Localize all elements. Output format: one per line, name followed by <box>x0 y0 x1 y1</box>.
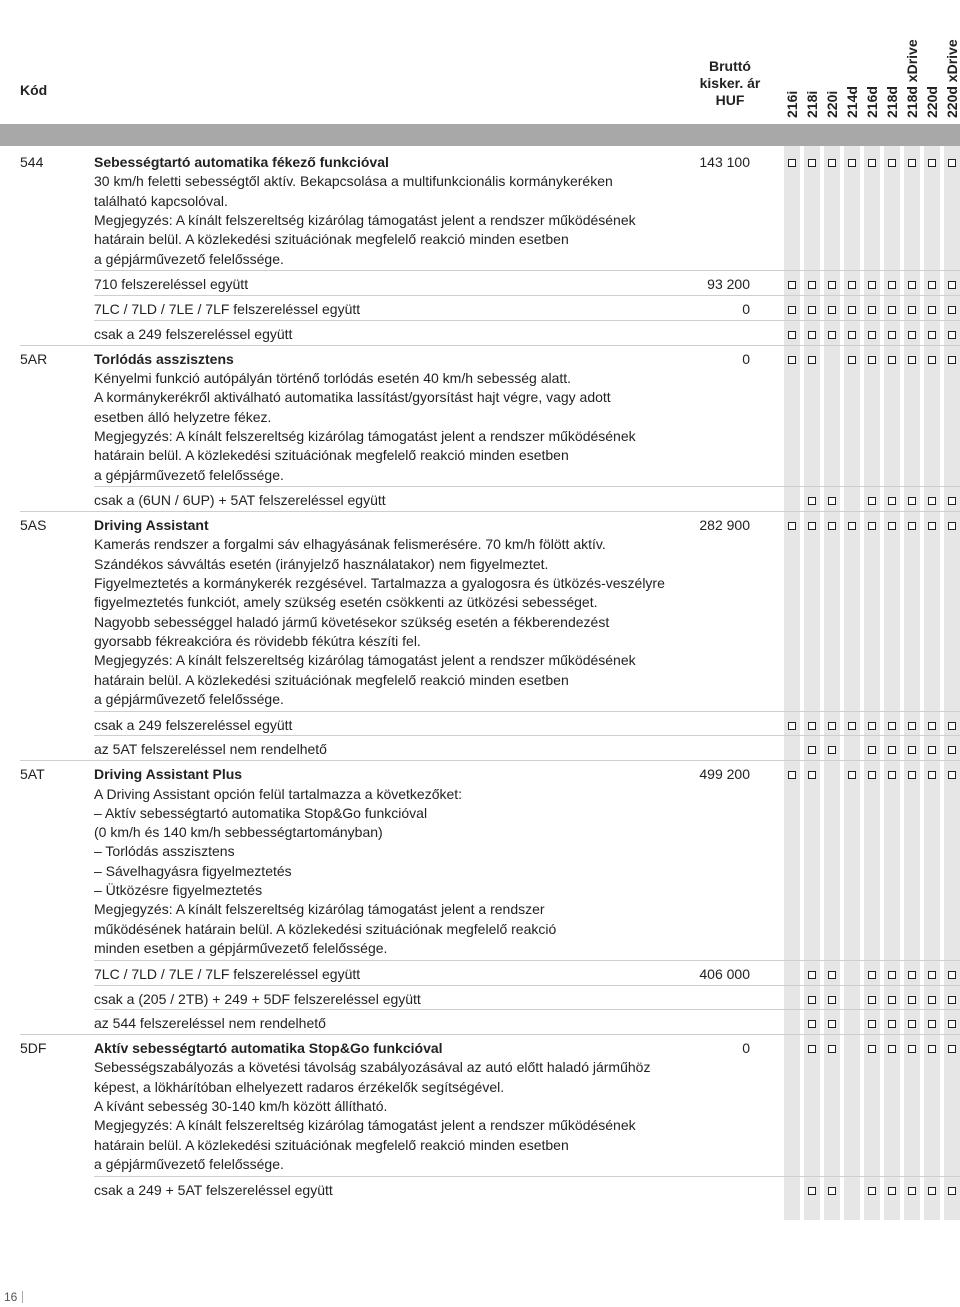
availability-box-icon <box>828 331 836 339</box>
row-divider <box>94 486 960 487</box>
availability-box-icon <box>848 159 856 167</box>
model-header-label: 218d xDrive <box>904 39 920 118</box>
equipment-title: 710 felszereléssel együtt <box>94 276 249 293</box>
equipment-title: Aktív sebességtartó automatika Stop&Go funkcióval <box>94 1040 443 1057</box>
availability-box-icon <box>928 356 936 364</box>
row-divider <box>94 270 960 271</box>
row-divider <box>20 760 960 761</box>
equipment-title: csak a 249 felszereléssel együtt <box>94 325 293 342</box>
model-header-label: 214d <box>844 86 860 118</box>
equipment-description-line: – Aktív sebességtartó automatika Stop&Go funkcióval <box>94 804 428 821</box>
availability-box-icon <box>888 1187 896 1195</box>
availability-box-icon <box>868 497 876 505</box>
model-header-214d <box>842 0 862 120</box>
model-header-220i <box>822 0 842 120</box>
equipment-description-line: Megjegyzés: A kínált felszereltség kizárólag támogatást jelent a rendszer működésének <box>94 211 636 228</box>
row-divider <box>94 985 960 986</box>
equipment-title: csak a 249 + 5AT felszereléssel együtt <box>94 1181 333 1198</box>
availability-box-icon <box>808 281 816 289</box>
equipment-description-line: Megjegyzés: A kínált felszereltség kizárólag támogatást jelent a rendszer <box>94 901 545 918</box>
row-divider <box>20 1034 960 1035</box>
availability-box-icon <box>888 306 896 314</box>
equipment-description-line: a gépjárművezető felelőssége. <box>94 690 284 707</box>
availability-box-icon <box>888 722 896 730</box>
equipment-description-line: Megjegyzés: A kínált felszereltség kizárólag támogatást jelent a rendszer működésének <box>94 1117 636 1134</box>
equipment-description-line: – Ütközésre figyelmeztetés <box>94 882 263 898</box>
availability-box-icon <box>868 1020 876 1028</box>
availability-box-icon <box>868 771 876 779</box>
availability-box-icon <box>868 159 876 167</box>
row-divider <box>94 295 960 296</box>
availability-box-icon <box>908 522 916 530</box>
availability-box-icon <box>888 497 896 505</box>
availability-box-icon <box>908 996 916 1004</box>
equipment-title: csak a 249 felszereléssel együtt <box>94 716 293 733</box>
equipment-description-line: működésének határain belül. A közlekedési szituációnak megfelelő reakció <box>94 920 557 937</box>
equipment-code: 5AR <box>20 350 48 367</box>
availability-box-icon <box>948 497 956 505</box>
availability-box-icon <box>948 159 956 167</box>
availability-box-icon <box>928 281 936 289</box>
availability-box-icon <box>948 746 956 754</box>
availability-box-icon <box>808 1020 816 1028</box>
availability-box-icon <box>808 771 816 779</box>
availability-box-icon <box>848 722 856 730</box>
availability-box-icon <box>948 996 956 1004</box>
row-divider <box>94 1176 960 1177</box>
model-header-label: 220d <box>924 86 940 118</box>
availability-box-icon <box>868 1187 876 1195</box>
availability-box-icon <box>908 1187 916 1195</box>
price-header-line: HUF <box>715 92 745 108</box>
availability-box-icon <box>888 331 896 339</box>
availability-box-icon <box>928 497 936 505</box>
availability-box-icon <box>928 971 936 979</box>
row-divider <box>94 960 960 961</box>
availability-box-icon <box>908 356 916 364</box>
availability-box-icon <box>828 1020 836 1028</box>
availability-box-icon <box>948 1187 956 1195</box>
availability-box-icon <box>928 746 936 754</box>
availability-box-icon <box>808 522 816 530</box>
equipment-description-line: határain belül. A közlekedési szituációnak megfelelő reakció minden esetben <box>94 231 569 248</box>
model-header-220d <box>922 0 942 120</box>
availability-box-icon <box>888 746 896 754</box>
availability-box-icon <box>888 971 896 979</box>
availability-box-icon <box>808 746 816 754</box>
availability-box-icon <box>948 306 956 314</box>
equipment-description-line: a gépjárművezető felelőssége. <box>94 466 284 483</box>
availability-box-icon <box>808 497 816 505</box>
availability-box-icon <box>928 331 936 339</box>
equipment-title: 7LC / 7LD / 7LE / 7LF felszereléssel együtt <box>94 965 361 982</box>
availability-box-icon <box>868 356 876 364</box>
model-header-label: 218d <box>884 86 900 118</box>
equipment-description-line: figyelmeztetés funkciót, amely szükség esetén csökkenti az ütközési sebességet. <box>94 594 598 611</box>
gross-price: 406 000 <box>699 965 750 982</box>
availability-box-icon <box>908 497 916 505</box>
model-header-label: 216i <box>784 90 800 118</box>
gross-price: 93 200 <box>707 276 750 293</box>
availability-box-icon <box>908 746 916 754</box>
availability-box-icon <box>808 1187 816 1195</box>
availability-box-icon <box>948 1045 956 1053</box>
equipment-description-line: képest, a lökhárítóban elhelyezett radaros érzékelők segítségével. <box>94 1078 505 1095</box>
availability-box-icon <box>808 306 816 314</box>
equipment-description-line: Szándékos sávváltás esetén (irányjelző használatakor) nem figyelmeztet. <box>94 555 549 572</box>
availability-box-icon <box>908 1020 916 1028</box>
header-bar <box>0 124 960 146</box>
price-header-line: kisker. ár <box>699 75 761 91</box>
availability-box-icon <box>888 996 896 1004</box>
availability-box-icon <box>868 306 876 314</box>
availability-box-icon <box>848 331 856 339</box>
availability-box-icon <box>908 1045 916 1053</box>
model-header-label: 216d <box>864 86 880 118</box>
availability-box-icon <box>868 746 876 754</box>
availability-box-icon <box>908 159 916 167</box>
availability-box-icon <box>948 356 956 364</box>
model-header-label: 220i <box>824 90 840 118</box>
equipment-description-line: található kapcsolóval. <box>94 192 228 209</box>
gross-price: 143 100 <box>699 154 750 170</box>
availability-box-icon <box>888 281 896 289</box>
availability-box-icon <box>928 722 936 730</box>
availability-box-icon <box>888 356 896 364</box>
availability-box-icon <box>928 306 936 314</box>
availability-box-icon <box>808 356 816 364</box>
availability-box-icon <box>948 331 956 339</box>
availability-box-icon <box>908 771 916 779</box>
equipment-description-line: Nagyobb sebességgel haladó jármű követésekor szükség esetén a fékberendezést <box>94 613 610 630</box>
availability-box-icon <box>788 281 796 289</box>
equipment-title: Sebességtartó automatika fékező funkcióval <box>94 154 389 170</box>
gross-price: 282 900 <box>699 517 750 534</box>
model-header-216d <box>862 0 882 120</box>
equipment-description-line: minden esetben a gépjárművezető felelőssége. <box>94 939 388 956</box>
model-header-label: 218i <box>804 90 820 118</box>
availability-box-icon <box>928 159 936 167</box>
availability-box-icon <box>808 996 816 1004</box>
price-header-line: Bruttó <box>709 58 751 74</box>
equipment-description-line: – Torlódás asszisztens <box>94 843 235 860</box>
row-divider <box>94 1009 960 1010</box>
row-divider <box>94 711 960 712</box>
availability-box-icon <box>888 1045 896 1053</box>
availability-box-icon <box>908 331 916 339</box>
model-header-220d-xDrive <box>942 0 960 120</box>
equipment-description-line: – Sávelhagyásra figyelmeztetés <box>94 862 292 879</box>
code-column-header: Kód <box>20 82 48 98</box>
equipment-title: Driving Assistant Plus <box>94 766 243 783</box>
availability-box-icon <box>828 306 836 314</box>
equipment-title: az 5AT felszereléssel nem rendelhető <box>94 741 327 758</box>
availability-box-icon <box>888 771 896 779</box>
availability-box-icon <box>948 722 956 730</box>
availability-box-icon <box>848 771 856 779</box>
availability-box-icon <box>928 771 936 779</box>
equipment-code: 5AS <box>20 517 47 534</box>
equipment-description-line: a gépjárművezető felelőssége. <box>94 1155 284 1172</box>
equipment-description-line: Kamerás rendszer a forgalmi sáv elhagyásának felismerésére. 70 km/h fölött aktív. <box>94 536 606 553</box>
availability-box-icon <box>828 281 836 289</box>
availability-box-icon <box>828 722 836 730</box>
availability-box-icon <box>848 281 856 289</box>
equipment-title: 7LC / 7LD / 7LE / 7LF felszereléssel együtt <box>94 301 361 318</box>
equipment-description-line: (0 km/h és 140 km/h sebbességtartományban) <box>94 824 383 841</box>
equipment-description-line: határain belül. A közlekedési szituációnak megfelelő reakció minden esetben <box>94 1136 569 1153</box>
equipment-description-line: gyorsabb fékreakcióra és rövidebb fékútra készíti fel. <box>94 632 421 649</box>
availability-box-icon <box>828 522 836 530</box>
availability-box-icon <box>788 331 796 339</box>
availability-box-icon <box>868 522 876 530</box>
availability-box-icon <box>868 1045 876 1053</box>
availability-box-icon <box>928 522 936 530</box>
availability-box-icon <box>848 356 856 364</box>
availability-box-icon <box>948 522 956 530</box>
equipment-code: 5DF <box>20 1040 47 1057</box>
availability-box-icon <box>828 971 836 979</box>
equipment-description-line: Sebességszabályozás a követési távolság szabályozásával az autó előtt haladó járműhöz <box>94 1059 651 1076</box>
model-header-216i <box>782 0 802 120</box>
availability-box-icon <box>868 996 876 1004</box>
availability-box-icon <box>788 771 796 779</box>
equipment-description-line: esetben álló helyzetre fékez. <box>94 408 272 425</box>
equipment-description-line: A kívánt sebesség 30-140 km/h között állítható. <box>94 1098 388 1114</box>
availability-box-icon <box>928 1020 936 1028</box>
gross-price: 0 <box>742 301 750 318</box>
equipment-description-line: határain belül. A közlekedési szituációnak megfelelő reakció minden esetben <box>94 447 569 464</box>
availability-box-icon <box>828 159 836 167</box>
row-divider <box>20 511 960 512</box>
availability-box-icon <box>808 331 816 339</box>
availability-box-icon <box>908 281 916 289</box>
availability-box-icon <box>828 1187 836 1195</box>
equipment-description-line: Kényelmi funkció autópályán történő torlódás esetén 40 km/h sebesség alatt. <box>94 370 572 386</box>
model-header-218d <box>882 0 902 120</box>
price-column-header <box>690 58 770 109</box>
equipment-description-line: határain belül. A közlekedési szituációnak megfelelő reakció minden esetben <box>94 671 569 688</box>
equipment-title: csak a (205 / 2TB) + 249 + 5DF felszereléssel együtt <box>94 990 421 1007</box>
availability-box-icon <box>908 306 916 314</box>
availability-box-icon <box>848 522 856 530</box>
availability-box-icon <box>828 746 836 754</box>
availability-box-icon <box>948 971 956 979</box>
availability-box-icon <box>948 771 956 779</box>
gross-price: 0 <box>742 350 750 367</box>
availability-box-icon <box>908 722 916 730</box>
row-divider <box>20 345 960 346</box>
equipment-description-line: Megjegyzés: A kínált felszereltség kizárólag támogatást jelent a rendszer működésének <box>94 427 636 444</box>
availability-box-icon <box>868 722 876 730</box>
model-header-218d-xDrive <box>902 0 922 120</box>
model-header-218i <box>802 0 822 120</box>
availability-box-icon <box>788 306 796 314</box>
equipment-title: az 544 felszereléssel nem rendelhető <box>94 1015 326 1032</box>
availability-box-icon <box>908 971 916 979</box>
availability-box-icon <box>788 159 796 167</box>
row-divider <box>94 735 960 736</box>
model-header-label: 220d xDrive <box>944 39 960 118</box>
availability-box-icon <box>788 722 796 730</box>
availability-box-icon <box>928 1045 936 1053</box>
availability-box-icon <box>928 1187 936 1195</box>
availability-box-icon <box>868 971 876 979</box>
availability-box-icon <box>948 281 956 289</box>
equipment-description-line: Figyelmeztetés a kormánykerék rezgésével. Tartalmazza a gyalogosra és ütközés-veszélyre <box>94 575 665 591</box>
equipment-description-line: Megjegyzés: A kínált felszereltség kizárólag támogatást jelent a rendszer működésének <box>94 652 636 669</box>
equipment-title: csak a (6UN / 6UP) + 5AT felszereléssel együtt <box>94 492 386 509</box>
availability-box-icon <box>928 996 936 1004</box>
availability-box-icon <box>828 1045 836 1053</box>
equipment-title: Torlódás asszisztens <box>94 350 234 367</box>
availability-box-icon <box>848 306 856 314</box>
availability-box-icon <box>808 971 816 979</box>
availability-box-icon <box>888 522 896 530</box>
availability-box-icon <box>888 159 896 167</box>
equipment-description-line: a gépjárművezető felelőssége. <box>94 250 284 267</box>
availability-box-icon <box>808 722 816 730</box>
page-number: 16 <box>4 1290 18 1304</box>
equipment-description-line: 30 km/h feletti sebességtől aktív. Bekapcsolása a multifunkcionális kormánykeréken <box>94 173 613 190</box>
availability-box-icon <box>828 497 836 505</box>
equipment-description-line: A kormánykerékről aktiválható automatika lassítást/gyorsítást hajt végre, vagy adott <box>94 389 611 406</box>
availability-box-icon <box>808 1045 816 1053</box>
availability-box-icon <box>868 331 876 339</box>
availability-box-icon <box>788 356 796 364</box>
equipment-title: Driving Assistant <box>94 517 209 534</box>
gross-price: 0 <box>742 1040 750 1057</box>
availability-box-icon <box>828 996 836 1004</box>
availability-box-icon <box>808 159 816 167</box>
equipment-code: 5AT <box>20 766 45 783</box>
gross-price: 499 200 <box>699 766 750 783</box>
availability-box-icon <box>888 1020 896 1028</box>
equipment-code: 544 <box>20 154 44 170</box>
equipment-description-line: A Driving Assistant opción felül tartalmazza a következőket: <box>94 785 463 802</box>
row-divider <box>94 320 960 321</box>
availability-box-icon <box>788 522 796 530</box>
availability-box-icon <box>868 281 876 289</box>
availability-box-icon <box>948 1020 956 1028</box>
page-number-divider <box>22 1291 23 1303</box>
